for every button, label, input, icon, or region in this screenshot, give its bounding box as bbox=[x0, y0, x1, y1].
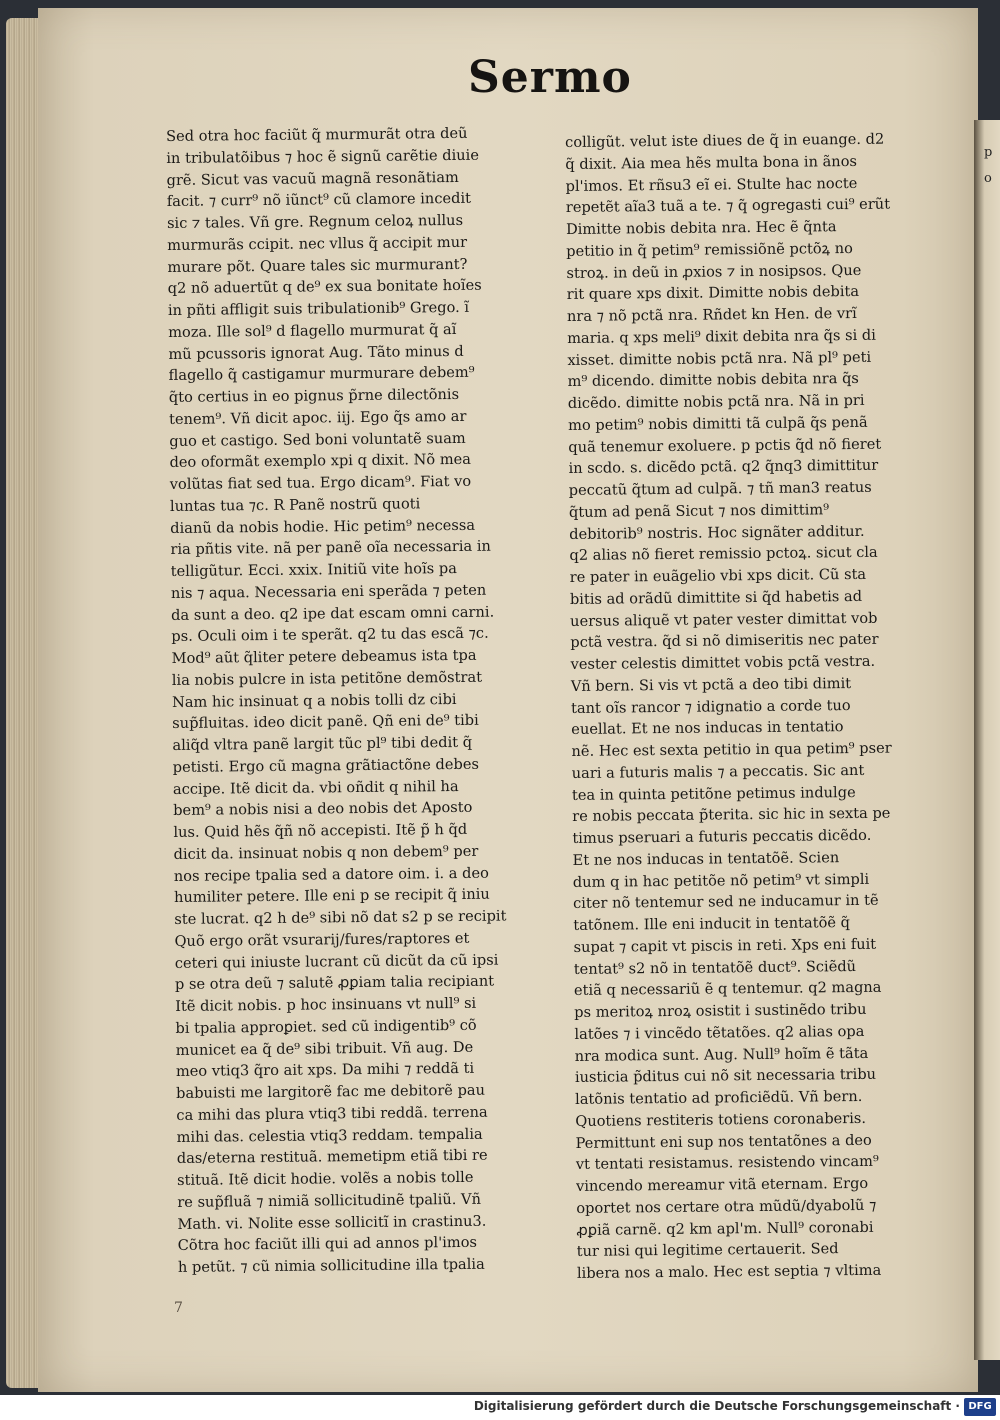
text-line: ca mihi das plura vtiq3 tibi reddã. terrena bbox=[176, 1103, 488, 1124]
text-line: nos recipe tpalia sed a datore oim. i. a deo bbox=[173, 864, 489, 885]
text-line: bi tpalia approꝑiet. sed cũ indigentib⁹ cõ bbox=[175, 1016, 477, 1037]
text-line: lus. Quid hẽs q̃ñ nõ accepisti. Itẽ p̃ h q̃d bbox=[173, 820, 468, 841]
text-line: peccatũ q̃tum ad culpã. ⁊ tñ man3 reatus bbox=[568, 478, 872, 499]
text-line: in scdo. s. dicẽdo pctã. q2 q̃nq3 dimittitur bbox=[568, 456, 879, 478]
text-line: stituã. Itẽ dicit hodie. volẽs a nobis tolle bbox=[176, 1168, 474, 1189]
text-line: nẽ. Hec est sexta petitio in qua petim⁹ pser bbox=[571, 739, 892, 760]
text-line: supat ⁊ capit vt piscis in reti. Xps eni fuit bbox=[573, 935, 877, 956]
text-line: timus pseruari a futuris peccatis dicẽdo. bbox=[572, 826, 872, 847]
text-line: latõnis tentatio ad proficiẽdũ. Vñ bern. bbox=[575, 1087, 863, 1108]
text-line: humiliter petere. Ille eni p se recipit q̃ iniu bbox=[173, 885, 490, 907]
text-line: debitorib⁹ nostris. Hoc signãter additur. bbox=[569, 522, 865, 543]
text-line: Math. vi. Nolite esse sollicitĩ in crastinu3. bbox=[177, 1212, 487, 1233]
text-line: pctã vestra. q̃d si nõ dimiseritis nec pater bbox=[570, 630, 879, 652]
text-line: citer nõ tentemur sed ne inducamur in tẽ bbox=[572, 892, 879, 913]
text-line: Permittunt eni sup nos tentatõnes a deo bbox=[575, 1131, 872, 1152]
text-line: dianũ da nobis hodie. Hic petim⁹ necessa bbox=[170, 516, 476, 537]
text-line: ps. Oculi oim i te sperãt. q2 tu das escã ⁊c. bbox=[171, 624, 489, 646]
text-line: iusticia p̃ditus cui nõ sit necessaria tribu bbox=[574, 1066, 877, 1087]
text-line: pl'imos. Et rñsu3 eĩ ei. Stulte hac nocte bbox=[565, 174, 858, 195]
text-line: Mod⁹ aũt q̃liter petere debeamus ista tpa bbox=[171, 646, 477, 667]
text-line: m⁹ dicendo. dimitte nobis debita nra q̃s bbox=[567, 370, 859, 391]
text-line: ꝓꝑiã carnẽ. q2 km apl'm. Null⁹ coronabi bbox=[576, 1218, 874, 1239]
text-line: bitis ad orãdũ dimittite si q̃d habetis ad bbox=[569, 587, 863, 608]
text-line: xisset. dimitte nobis pctã nra. Nã pl⁹ peti bbox=[567, 348, 872, 369]
signature-mark: 7 bbox=[174, 1300, 183, 1316]
text-line: q2 alias nõ fieret remissio pctoꝝ. sicut cla bbox=[569, 543, 878, 565]
text-line: Sed otra hoc faciũt q̃ murmurãt otra deũ bbox=[166, 124, 468, 145]
text-line: euellat. Et ne nos inducas in tentatio bbox=[571, 718, 844, 739]
text-line: re pater in euãgelio vbi xps dicit. Cũ sta bbox=[569, 565, 867, 586]
text-line: nra ⁊ nõ pctã nra. Rñdet kn Hen. de vrĩ bbox=[566, 304, 857, 325]
text-line: sic ⁊ tales. Vñ gre. Regnum celoꝝ nullus bbox=[166, 211, 464, 232]
dfg-logo-icon: DFG bbox=[964, 1398, 996, 1416]
text-line: mũ pcussoris ignorat Aug. Tãto minus d bbox=[168, 342, 464, 363]
text-line: vt tentati resistamus. resistendo vincam⁹ bbox=[575, 1153, 879, 1174]
text-line: lia nobis pulcre in ista petitõne demõstrat bbox=[171, 668, 483, 689]
text-line: flagello q̃ castigamur murmurare debem⁹ bbox=[168, 364, 475, 385]
text-line: telligũtur. Ecci. xxix. Initiũ vite hoĩs pa bbox=[170, 559, 457, 580]
text-line: Itẽ dicit nobis. p hoc insinuans vt null⁹ si bbox=[175, 994, 477, 1015]
facing-page-edge bbox=[974, 120, 1000, 1360]
text-line: volũtas fiat sed tua. Ergo dicam⁹. Fiat vo bbox=[169, 472, 472, 493]
text-line: q̃tum ad penã Sicut ⁊ nos dimittim⁹ bbox=[568, 501, 830, 521]
text-column-right bbox=[565, 129, 907, 1285]
running-head: Sermo bbox=[468, 52, 632, 103]
text-line: re sup̃fluã ⁊ nimiã sollicitudinẽ tpaliũ. Vñ bbox=[177, 1190, 482, 1211]
text-line: facit. ⁊ curr⁹ nõ iũnct⁹ cũ clamore incedit bbox=[166, 190, 472, 211]
text-line: q̃to certius in eo pignus p̃rne dilectõnis bbox=[168, 385, 460, 406]
text-line: ria pñtis vite. nã per panẽ oĩa necessaria in bbox=[170, 537, 492, 559]
text-line: petitio in q̃ petim⁹ remissiõnẽ pctõꝝ no bbox=[566, 239, 853, 260]
text-line: tant oĩs rancor ⁊ idignatio a corde tuo bbox=[570, 696, 851, 717]
text-line: colligũt. velut iste diues de q̃ in euange. d2 bbox=[565, 130, 885, 151]
text-line: oportet nos certare otra mũdũ/dyabolũ ⁊ bbox=[576, 1196, 877, 1217]
text-line: maria. q xps meli⁹ dixit debita nra q̃s si di bbox=[567, 326, 876, 347]
text-line: das/eterna restituã. memetipm etiã tibi re bbox=[176, 1146, 488, 1168]
text-line: mihi das. celestia vtiq3 reddam. tempalia bbox=[176, 1125, 483, 1146]
text-line: uersus aliquẽ vt pater vester dimittat vob bbox=[570, 609, 878, 630]
text-line: da sunt a deo. q2 ipe dat escam omni carni. bbox=[171, 603, 495, 624]
text-line: q̃ dixit. Aia mea hẽs multa bona in ãnos bbox=[565, 152, 858, 173]
text-line: etiã q necessariũ ẽ q tentemur. q2 magna bbox=[573, 978, 882, 1000]
text-line: mo petim⁹ nobis dimitti tã culpã q̃s penã bbox=[567, 413, 868, 434]
text-line: q2 nõ aduertũt q de⁹ ex sua bonitate hoĩes bbox=[167, 276, 482, 298]
footer-credit: Digitalisierung gefördert durch die Deutsche Forschungsgemeinschaft · bbox=[473, 1399, 960, 1413]
text-line: tatõnem. Ille eni inducit in tentatõẽ q̃ bbox=[573, 914, 851, 934]
text-line: accipe. Itẽ dicit da. vbi oñdit q nihil ha bbox=[172, 777, 459, 798]
text-line: municet ea q̃ de⁹ sibi tribuit. Vñ aug. De bbox=[175, 1038, 474, 1059]
text-line: deo oformãt exemplo xpi q dixit. Nõ mea bbox=[169, 451, 472, 472]
text-line: murmurãs ccipit. nec vllus q̃ accipit mur bbox=[167, 233, 468, 254]
footer-bar bbox=[0, 1395, 1000, 1420]
text-line: re nobis peccata p̃terita. sic hic in sexta pe bbox=[572, 804, 891, 826]
text-line: tentat⁹ s2 nõ in tentatõẽ duct⁹. Sciẽdũ bbox=[573, 957, 857, 978]
text-line: in pñti affligit suis tribulationib⁹ Grego. ĩ bbox=[167, 298, 470, 319]
text-line: petisti. Ergo cũ magna grãtiactõne debes bbox=[172, 755, 480, 776]
text-line: ps meritoꝝ nroꝝ osistit i sustinẽdo tribu bbox=[574, 1000, 867, 1021]
text-line: nra modica sunt. Aug. Null⁹ hoĩm ẽ tãta bbox=[574, 1044, 869, 1065]
text-line: sup̃fluitas. ideo dicit panẽ. Qñ eni de⁹ tibi bbox=[172, 712, 479, 733]
text-line: vester celestis dimittet vobis pctã vestra. bbox=[570, 652, 876, 673]
text-line: repetẽt aĩa3 tuã a te. ⁊ q̃ ogregasti cui⁹ erũt bbox=[565, 195, 891, 217]
text-line: aliq̃d vltra panẽ largit tũc pl⁹ tibi dedit q̃ bbox=[172, 733, 473, 754]
facing-page-marks: p o bbox=[984, 145, 993, 186]
text-line: h petũt. ⁊ cũ nimia sollicitudine illa tpalia bbox=[177, 1255, 485, 1276]
text-column-left bbox=[166, 122, 548, 1279]
text-line: babuisti me largitorẽ fac me debitorẽ pau bbox=[176, 1081, 486, 1102]
text-line: Dimitte nobis debita nra. Hec ẽ q̃nta bbox=[565, 218, 837, 238]
text-line: dicit da. insinuat nobis q non debem⁹ per bbox=[173, 842, 479, 863]
text-line: Vñ bern. Si vis vt pctã a deo tibi dimit bbox=[570, 674, 852, 695]
text-line: nis ⁊ aqua. Necessaria eni sperãda ⁊ peten bbox=[170, 581, 487, 602]
text-line: moza. Ille sol⁹ d flagello murmurat q̃ aĩ bbox=[168, 320, 457, 341]
text-line: quã tenemur exoluere. p pctis q̃d nõ fieret bbox=[568, 435, 882, 456]
text-line: dum q in hac petitõe nõ petim⁹ vt simpli bbox=[572, 870, 870, 891]
text-line: bem⁹ a nobis nisi a deo nobis det Aposto bbox=[173, 799, 473, 820]
text-line: ceteri qui iniuste lucrant cũ dicũt da cũ ipsi bbox=[174, 951, 499, 972]
text-line: in tribulatõibus ⁊ hoc ẽ signũ carẽtie diuie bbox=[166, 146, 480, 167]
text-line: libera nos a malo. Hec est septia ⁊ vltima bbox=[576, 1261, 882, 1282]
text-line: meo vtiq3 q̃ro ait xps. Da mihi ⁊ reddã ti bbox=[175, 1060, 475, 1081]
text-line: Cõtra hoc faciũt illi qui ad annos pl'imos bbox=[177, 1234, 478, 1255]
text-line: grẽ. Sicut vas vacuũ magnã resonãtiam bbox=[166, 168, 459, 189]
text-line: uari a futuris malis ⁊ a peccatis. Sic ant bbox=[571, 761, 865, 782]
text-line: Quõ ergo orãt vsurarij/fures/raptores et bbox=[174, 929, 470, 950]
text-line: luntas tua ⁊c. R Panẽ nostrũ quoti bbox=[169, 495, 421, 515]
text-line: Et ne nos inducas in tentatõẽ. Scien bbox=[572, 848, 840, 869]
text-line: Nam hic insinuat q a nobis tolli dz cibi bbox=[171, 690, 457, 711]
text-line: latões ⁊ i vincẽdo tẽtatões. q2 alias opa bbox=[574, 1022, 865, 1043]
text-line: tea in quinta petitõne petimus indulge bbox=[571, 783, 856, 804]
text-line: stroꝝ. in deũ in ꝓxios ⁊ in nosipsos. Que bbox=[566, 261, 862, 282]
text-line: vincendo mereamur vitã eternam. Ergo bbox=[575, 1174, 869, 1195]
text-line: p se otra deũ ⁊ salutẽ ꝓꝑiam talia recipiant bbox=[174, 972, 495, 994]
text-line: ste lucrat. q2 h de⁹ sibi nõ dat s2 p se recipit bbox=[174, 907, 507, 928]
text-line: guo et castigo. Sed boni voluntatẽ suam bbox=[169, 429, 466, 450]
text-line: rit quare xps dixit. Dimitte nobis debita bbox=[566, 283, 860, 304]
text-line: tur nisi qui legitime certauerit. Sed bbox=[576, 1240, 839, 1261]
text-line: dicẽdo. dimitte nobis pctã nra. Nã in pri bbox=[567, 391, 865, 412]
text-line: murare põt. Quare tales sic murmurant? bbox=[167, 255, 468, 276]
text-line: tenem⁹. Vñ dicit apoc. iij. Ego q̃s amo ar bbox=[168, 407, 467, 428]
text-line: Quotiens restiteris totiens coronaberis. bbox=[575, 1109, 867, 1130]
